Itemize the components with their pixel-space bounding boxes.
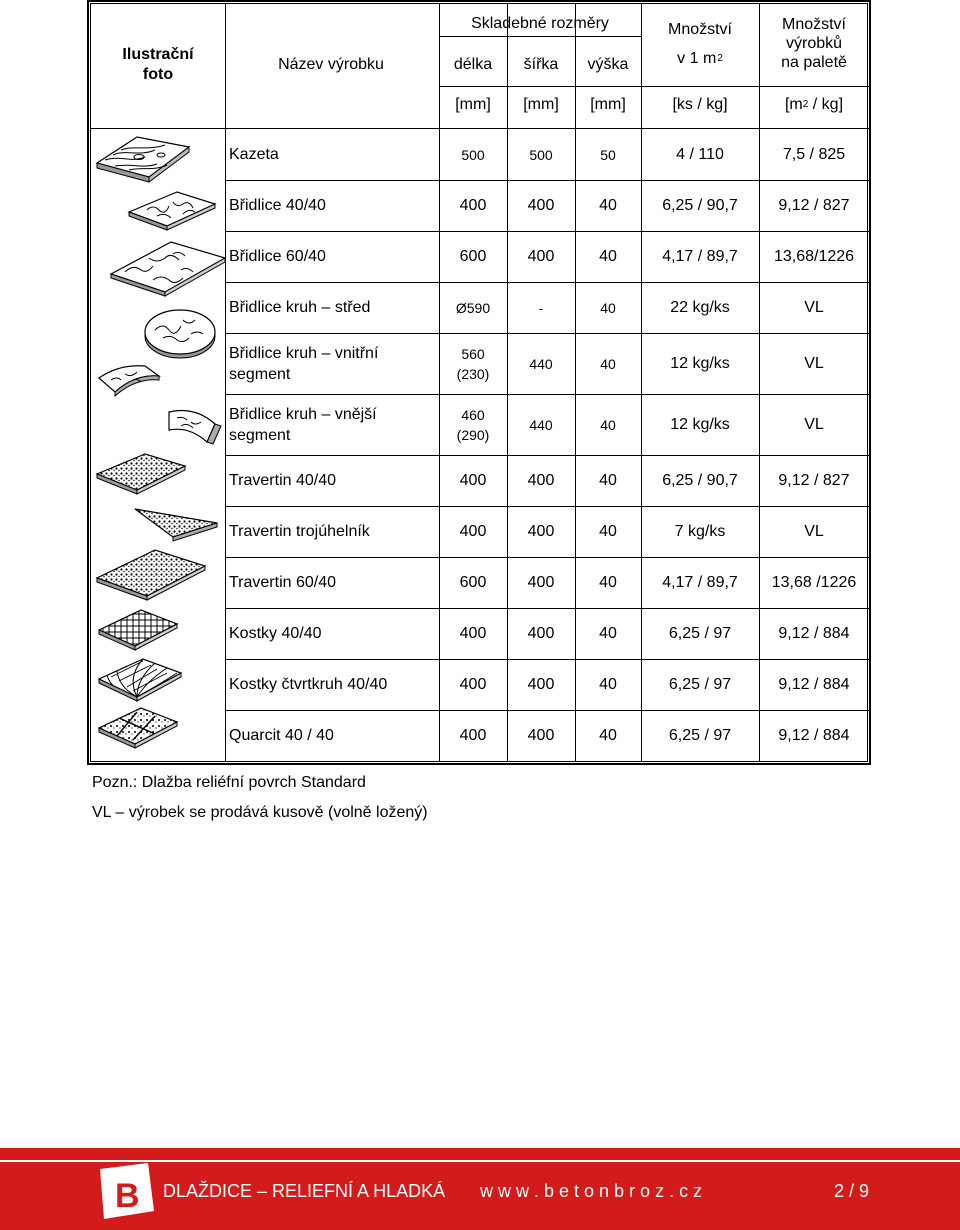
cell-width: 400: [527, 726, 555, 744]
cell-width: -: [538, 299, 544, 316]
cell-qty: 6,25 / 97: [668, 726, 732, 744]
cell-width: 400: [527, 196, 555, 214]
footer-url[interactable]: w w w . b e t o n b r o z . c z: [480, 1181, 703, 1201]
cell-name: Travertin 60/40: [229, 573, 337, 591]
cell-height: 40: [599, 471, 617, 489]
bridlice-kruh-stred-photo: [143, 306, 217, 360]
header-name: Název výrobku: [278, 56, 384, 73]
cell-width: 400: [527, 471, 555, 489]
cell-name: Kostky 40/40: [229, 624, 322, 642]
cell-qty: 7 kg/ks: [674, 522, 726, 540]
header-pallet-line1: Množství: [781, 15, 846, 33]
header-qty-line2-text: v 1 m: [677, 50, 717, 67]
cell-name: Kazeta: [229, 145, 279, 163]
cell-pallet: VL: [804, 298, 824, 316]
cell-width: 400: [527, 573, 555, 591]
quarcit-photo: [97, 706, 179, 754]
header-photo-line2: foto: [142, 66, 174, 83]
cell-qty: 12 kg/ks: [670, 415, 730, 433]
cell-width: 400: [527, 522, 555, 540]
cell-length: 400: [459, 726, 487, 744]
header-pallet: [759, 10, 869, 76]
note-relief: Pozn.: Dlažba reliéfní povrch Standard: [92, 774, 366, 791]
header-length: délka: [453, 56, 493, 73]
kostky-40-photo: [97, 608, 179, 654]
kazeta-photo: [95, 133, 191, 183]
cell-name: Břidlice kruh – vnitřní segment: [229, 344, 379, 383]
cell-length: 400: [459, 471, 487, 489]
header-dims-group: Skladebné rozměry: [471, 15, 609, 32]
cell-length: 600: [459, 247, 487, 265]
cell-name: Břidlice 40/40: [229, 196, 326, 214]
cell-name: Břidlice 60/40: [229, 247, 326, 265]
header-unit-height: [mm]: [590, 96, 626, 113]
cell-pallet: 9,12 / 827: [778, 471, 850, 489]
cell-pallet: 13,68/1226: [773, 247, 855, 265]
cell-height: 40: [599, 726, 617, 744]
cell-length-value: 560: [461, 345, 485, 362]
cell-name: Travertin trojúhelník: [229, 522, 370, 540]
cell-name: Břidlice kruh – střed: [229, 298, 371, 316]
cell-height: 40: [600, 416, 616, 433]
cell-qty: 12 kg/ks: [670, 354, 730, 372]
travertin-trojuhelnik-photo: [133, 505, 219, 545]
page-footer: [0, 1148, 960, 1230]
cell-width: 440: [529, 355, 553, 372]
cell-qty: 22 kg/ks: [670, 298, 730, 316]
cell-length: 500: [461, 146, 485, 163]
bridlice-vnitrni-segment-photo: [97, 362, 161, 398]
cell-width: 400: [527, 675, 555, 693]
cell-pallet: 13,68 /1226: [771, 573, 857, 591]
header-pallet-line2: výrobků: [785, 34, 843, 52]
cell-height: 40: [599, 675, 617, 693]
cell-length: 400: [459, 522, 487, 540]
cell-qty: 6,25 / 90,7: [662, 471, 738, 489]
cell-name: Quarcit 40 / 40: [229, 726, 334, 744]
kostky-ctvrtkruh-photo: [97, 657, 183, 705]
cell-height: 40: [599, 247, 617, 265]
cell-height: 40: [599, 624, 617, 642]
cell-length-inner-value: (290): [456, 426, 490, 443]
header-photo: [91, 40, 225, 90]
header-photo-line1: Ilustrační: [122, 46, 194, 63]
cell-qty: 6,25 / 97: [668, 675, 732, 693]
header-pallet-line3: na paletě: [781, 53, 847, 71]
footer-title: DLAŽDICE – RELIEFNÍ A HLADKÁ: [163, 1181, 446, 1201]
cell-qty: 4 / 110: [676, 145, 724, 163]
cell-length: 600: [459, 573, 487, 591]
cell-name: Travertin 40/40: [229, 471, 337, 489]
cell-name: Kostky čtvrtkruh 40/40: [229, 675, 388, 693]
cell-length: 400: [459, 675, 487, 693]
header-height: výška: [587, 56, 629, 73]
column-divider: [225, 3, 226, 762]
cell-pallet: VL: [804, 415, 824, 433]
cell-pallet: VL: [804, 354, 824, 372]
cell-length: Ø590: [455, 299, 491, 316]
header-unit-pallet-open: [m: [784, 96, 803, 113]
cell-height: 40: [599, 573, 617, 591]
cell-pallet: 9,12 / 827: [778, 196, 850, 214]
footer-page-number: 2 / 9: [834, 1181, 870, 1201]
cell-qty: 6,25 / 97: [668, 624, 732, 642]
cell-length-inner-value: (230): [456, 365, 490, 382]
cell-qty: 4,17 / 89,7: [662, 573, 738, 591]
header-unit-length: [mm]: [455, 96, 491, 113]
bridlice-40-photo: [127, 190, 217, 234]
cell-length: 400: [459, 196, 487, 214]
cell-width: 440: [529, 416, 553, 433]
row-divider: [439, 86, 869, 87]
cell-length: 400: [459, 624, 487, 642]
cell-name: Břidlice kruh – vnější segment: [229, 405, 377, 444]
cell-qty: 6,25 / 90,7: [662, 196, 738, 214]
bridlice-vnejsi-segment-photo: [167, 402, 225, 446]
svg-text:B: B: [115, 1177, 140, 1215]
note-vl: VL – výrobek se prodává kusově (volně ložený): [92, 804, 428, 821]
product-table: [87, 0, 871, 765]
cell-height: 40: [600, 355, 616, 372]
header-unit-pallet-close: / kg]: [808, 96, 844, 113]
header-qty-line1: Množství: [667, 21, 732, 38]
cell-height: 40: [599, 196, 617, 214]
cell-pallet: 7,5 / 825: [782, 145, 846, 163]
cell-pallet: 9,12 / 884: [778, 726, 850, 744]
cell-pallet: 9,12 / 884: [778, 624, 850, 642]
cell-pallet: 9,12 / 884: [778, 675, 850, 693]
header-unit-qty: [ks / kg]: [672, 96, 728, 113]
cell-qty: 4,17 / 89,7: [662, 247, 738, 265]
cell-length: [439, 394, 507, 455]
cell-length: [439, 333, 507, 394]
cell-width: 500: [529, 146, 553, 163]
cell-width: 400: [527, 247, 555, 265]
header-unit-pallet: [759, 92, 869, 118]
header-qty-line2: [641, 47, 759, 71]
cell-pallet: VL: [804, 522, 824, 540]
brand-logo: [96, 1161, 156, 1221]
header-qty-sup: 2: [717, 53, 723, 64]
cell-height: 50: [600, 146, 616, 163]
header-width: šířka: [523, 56, 559, 73]
cell-width: 400: [527, 624, 555, 642]
bridlice-60-photo: [109, 240, 227, 298]
header-unit-pallet-sup: 2: [802, 99, 809, 110]
cell-length-value: 460: [461, 406, 485, 423]
header-unit-width: [mm]: [523, 96, 559, 113]
travertin-40-photo: [95, 452, 187, 498]
row-divider: [439, 36, 641, 37]
travertin-60-photo: [95, 548, 207, 604]
cell-height: 40: [599, 522, 617, 540]
cell-height: 40: [600, 299, 616, 316]
